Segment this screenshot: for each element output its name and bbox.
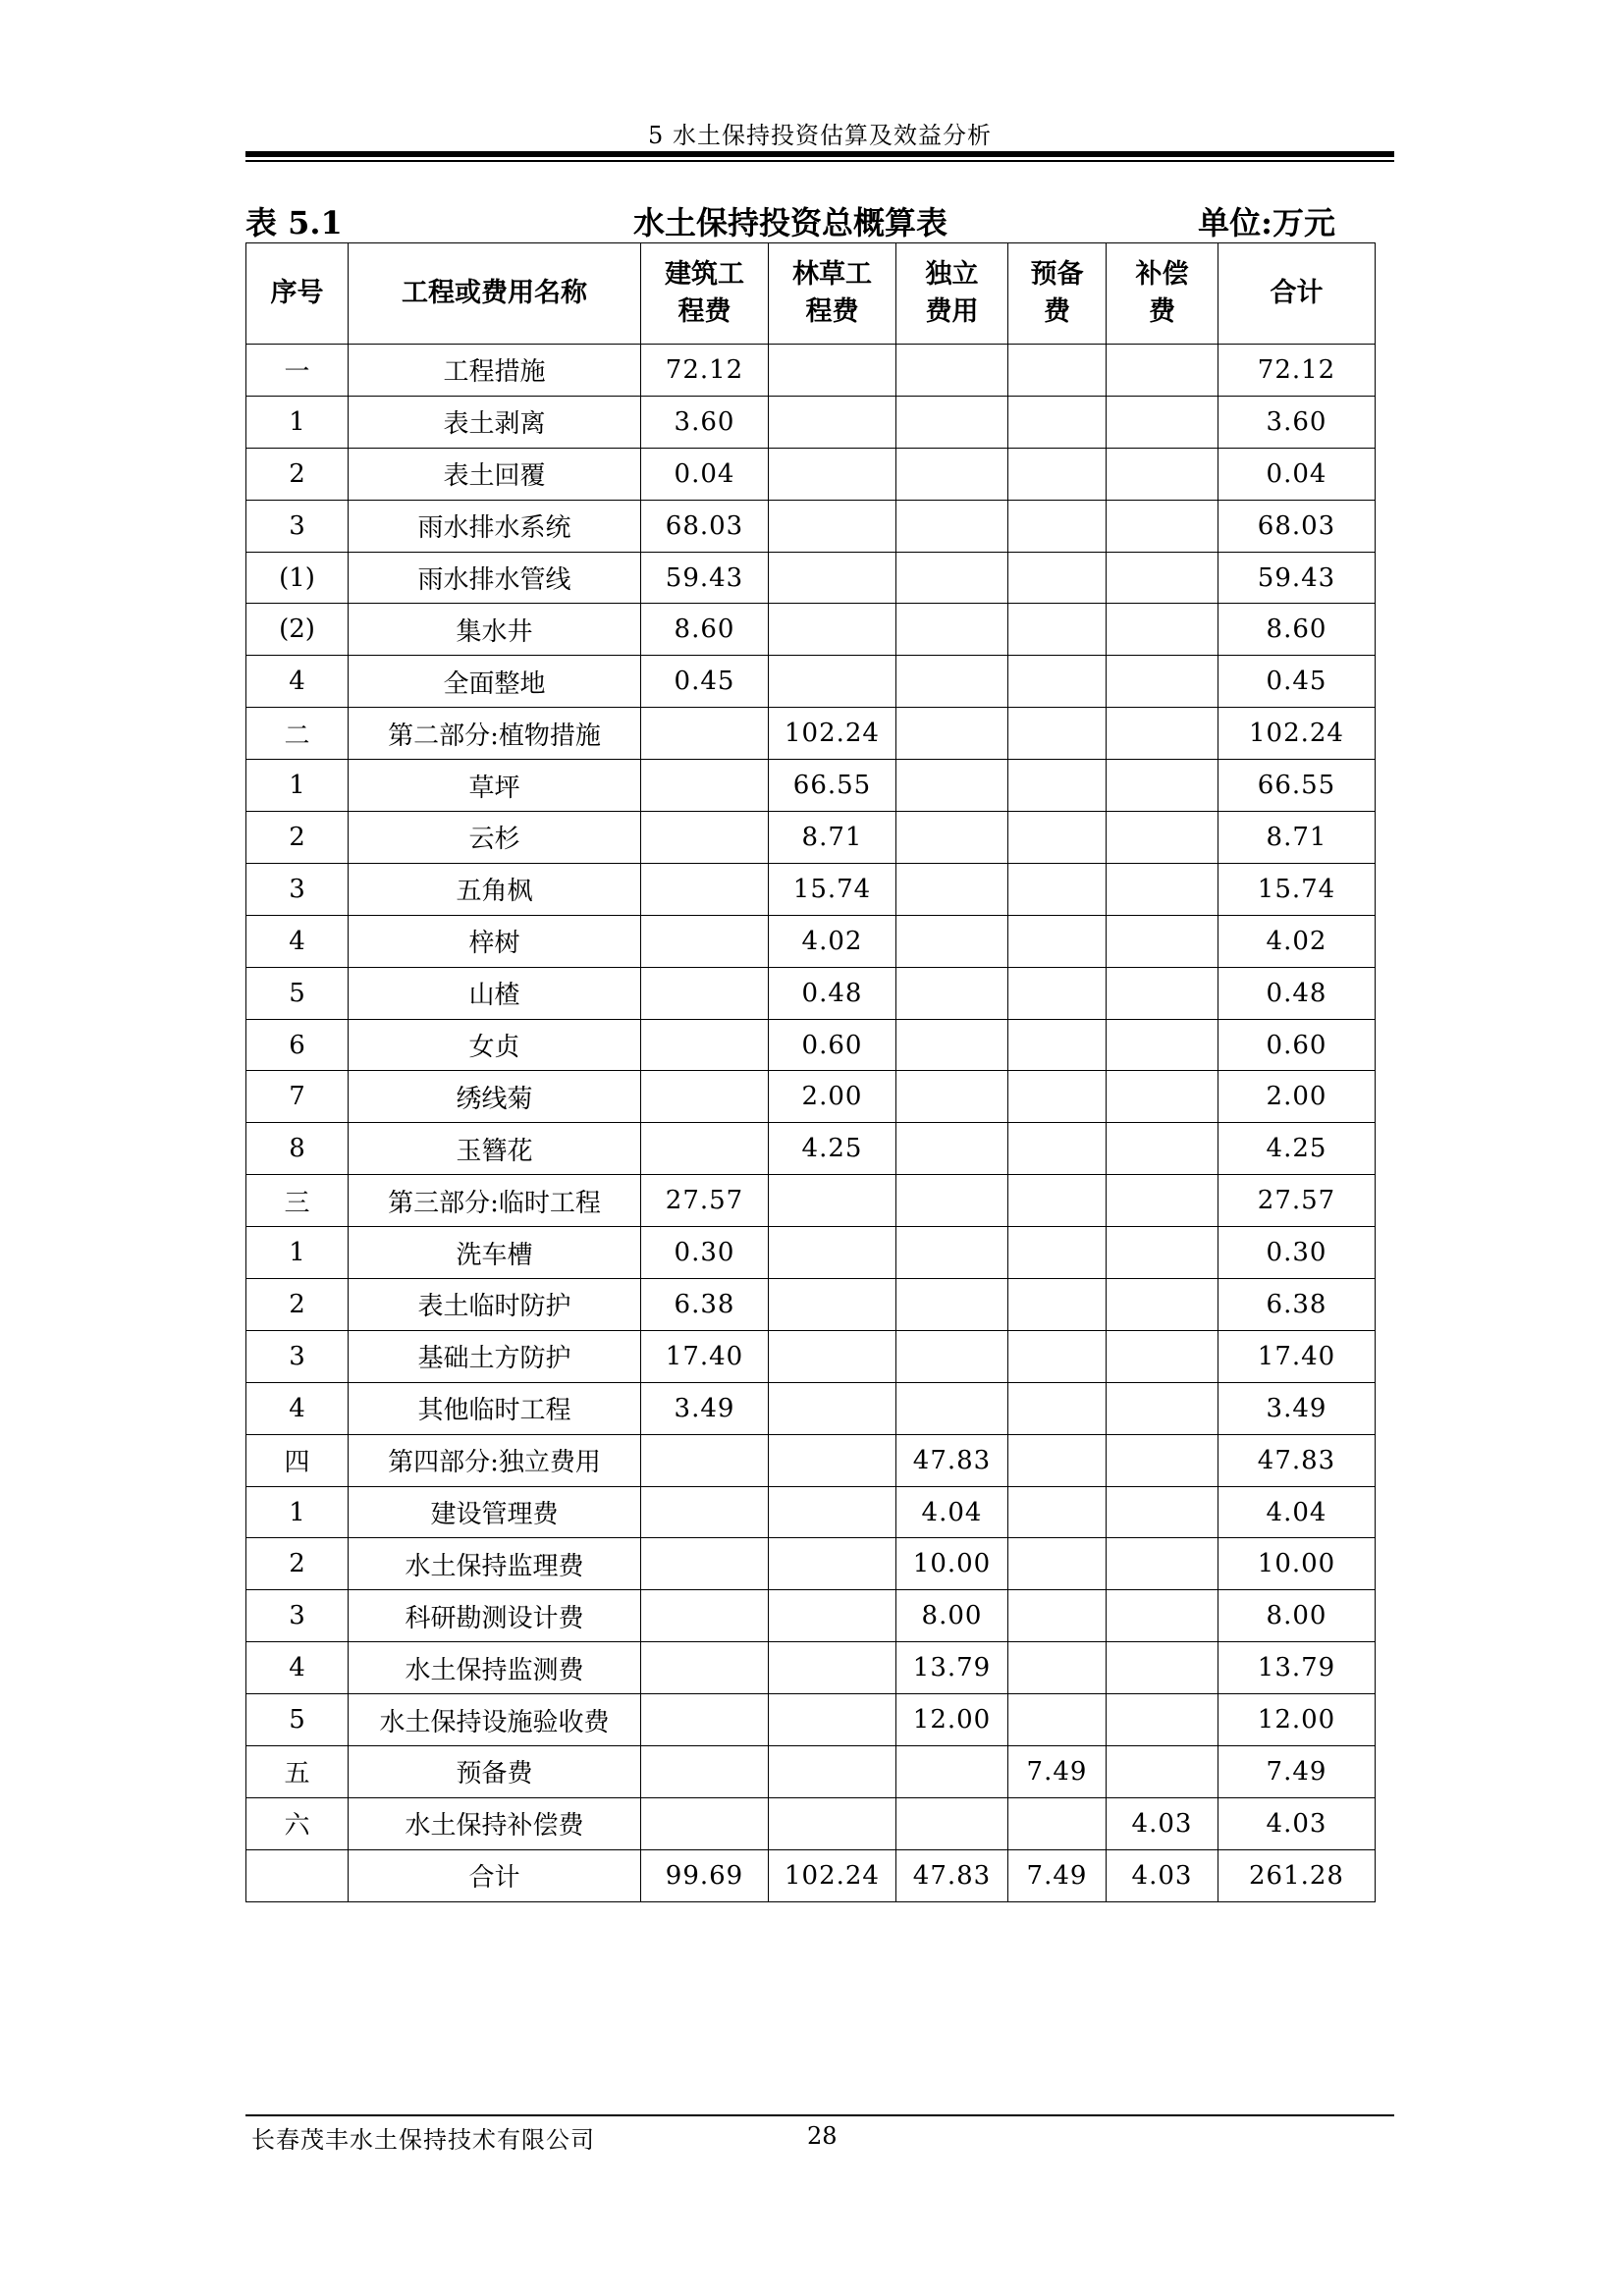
cell-vegetation bbox=[769, 1797, 896, 1849]
cell-construction: 99.69 bbox=[641, 1849, 769, 1901]
cell-name: 工程措施 bbox=[349, 345, 641, 397]
table-row bbox=[246, 396, 1376, 448]
cell-index: 4 bbox=[246, 656, 349, 708]
cell-compensation bbox=[1107, 604, 1218, 656]
table-row bbox=[246, 552, 1376, 604]
table-row bbox=[246, 1434, 1376, 1486]
cell-reserve bbox=[1008, 863, 1107, 915]
cell-reserve bbox=[1008, 552, 1107, 604]
cell-construction bbox=[641, 1071, 769, 1123]
col-header-total: 合计 bbox=[1218, 243, 1376, 345]
cell-vegetation bbox=[769, 1382, 896, 1434]
cell-index: 3 bbox=[246, 1330, 349, 1382]
cell-index: 4 bbox=[246, 1382, 349, 1434]
cell-vegetation: 4.02 bbox=[769, 915, 896, 967]
cell-name: 全面整地 bbox=[349, 656, 641, 708]
cell-independent bbox=[896, 396, 1008, 448]
cell-name: 水土保持监理费 bbox=[349, 1538, 641, 1590]
footer-rule bbox=[245, 2114, 1394, 2116]
col-header-independent: 独立 费用 bbox=[896, 243, 1008, 345]
cell-name: 洗车槽 bbox=[349, 1227, 641, 1279]
cell-index: (2) bbox=[246, 604, 349, 656]
cell-construction: 0.30 bbox=[641, 1227, 769, 1279]
cell-independent bbox=[896, 1071, 1008, 1123]
table-row bbox=[246, 1330, 1376, 1382]
cell-total: 68.03 bbox=[1218, 500, 1376, 552]
col-header-reserve: 预备 费 bbox=[1008, 243, 1107, 345]
cell-total: 4.04 bbox=[1218, 1486, 1376, 1538]
cell-compensation bbox=[1107, 1434, 1218, 1486]
cell-compensation bbox=[1107, 396, 1218, 448]
table-row bbox=[246, 1019, 1376, 1071]
cell-total: 0.30 bbox=[1218, 1227, 1376, 1279]
cell-independent: 47.83 bbox=[896, 1849, 1008, 1901]
cell-total: 3.49 bbox=[1218, 1382, 1376, 1434]
cell-total: 47.83 bbox=[1218, 1434, 1376, 1486]
table-row bbox=[246, 708, 1376, 760]
cell-vegetation bbox=[769, 1746, 896, 1798]
cell-name: 集水井 bbox=[349, 604, 641, 656]
cell-construction: 8.60 bbox=[641, 604, 769, 656]
table-row bbox=[246, 1071, 1376, 1123]
cell-construction bbox=[641, 1123, 769, 1175]
cell-index: 1 bbox=[246, 1227, 349, 1279]
cell-reserve bbox=[1008, 1642, 1107, 1694]
cell-construction bbox=[641, 1590, 769, 1642]
cell-compensation bbox=[1107, 1642, 1218, 1694]
table-title-row bbox=[245, 198, 1335, 241]
cell-index bbox=[246, 1849, 349, 1901]
cell-vegetation bbox=[769, 448, 896, 500]
col-header-construction: 建筑工 程费 bbox=[641, 243, 769, 345]
cell-index: 3 bbox=[246, 863, 349, 915]
cell-total: 6.38 bbox=[1218, 1279, 1376, 1331]
cell-construction bbox=[641, 708, 769, 760]
cell-index: 2 bbox=[246, 1538, 349, 1590]
cell-construction bbox=[641, 760, 769, 812]
table-row bbox=[246, 1123, 1376, 1175]
cell-reserve bbox=[1008, 1279, 1107, 1331]
cell-construction bbox=[641, 915, 769, 967]
cell-total: 59.43 bbox=[1218, 552, 1376, 604]
cell-compensation bbox=[1107, 967, 1218, 1019]
cell-construction: 27.57 bbox=[641, 1175, 769, 1227]
cell-construction bbox=[641, 1434, 769, 1486]
page-number: 28 bbox=[807, 2122, 838, 2150]
cell-index: 2 bbox=[246, 1279, 349, 1331]
cell-independent bbox=[896, 1382, 1008, 1434]
table-number: 表 5.1 bbox=[245, 204, 343, 241]
cell-index: 2 bbox=[246, 448, 349, 500]
table-unit: 单位:万元 bbox=[1198, 204, 1335, 241]
cell-name: 科研勘测设计费 bbox=[349, 1590, 641, 1642]
table-row bbox=[246, 915, 1376, 967]
cell-independent bbox=[896, 500, 1008, 552]
cell-independent bbox=[896, 1175, 1008, 1227]
cell-reserve bbox=[1008, 345, 1107, 397]
cell-compensation bbox=[1107, 1071, 1218, 1123]
cell-reserve bbox=[1008, 1382, 1107, 1434]
cell-vegetation bbox=[769, 1590, 896, 1642]
running-header: 5 水土保持投资估算及效益分析 bbox=[648, 122, 992, 149]
cell-vegetation bbox=[769, 345, 896, 397]
cell-name: 表土临时防护 bbox=[349, 1279, 641, 1331]
cell-compensation bbox=[1107, 1382, 1218, 1434]
cell-compensation bbox=[1107, 1538, 1218, 1590]
cell-compensation bbox=[1107, 760, 1218, 812]
col-header-compensation: 补偿 费 bbox=[1107, 243, 1218, 345]
cell-total: 0.45 bbox=[1218, 656, 1376, 708]
table-title: 水土保持投资总概算表 bbox=[632, 204, 947, 241]
cell-compensation bbox=[1107, 552, 1218, 604]
cell-total: 8.60 bbox=[1218, 604, 1376, 656]
cell-name: 第二部分:植物措施 bbox=[349, 708, 641, 760]
cell-compensation bbox=[1107, 345, 1218, 397]
cell-index: 6 bbox=[246, 1019, 349, 1071]
cell-total: 7.49 bbox=[1218, 1746, 1376, 1798]
cell-independent bbox=[896, 1279, 1008, 1331]
cell-name: 草坪 bbox=[349, 760, 641, 812]
cell-independent bbox=[896, 552, 1008, 604]
cell-vegetation: 0.48 bbox=[769, 967, 896, 1019]
col-header-name: 工程或费用名称 bbox=[349, 243, 641, 345]
cell-name: 雨水排水系统 bbox=[349, 500, 641, 552]
cell-index: 1 bbox=[246, 760, 349, 812]
cell-total: 27.57 bbox=[1218, 1175, 1376, 1227]
cell-construction: 17.40 bbox=[641, 1330, 769, 1382]
cell-reserve bbox=[1008, 1071, 1107, 1123]
cell-name: 基础土方防护 bbox=[349, 1330, 641, 1382]
cell-index: 3 bbox=[246, 500, 349, 552]
table-row bbox=[246, 1746, 1376, 1798]
cell-compensation bbox=[1107, 708, 1218, 760]
cell-total: 15.74 bbox=[1218, 863, 1376, 915]
cell-name: 其他临时工程 bbox=[349, 1382, 641, 1434]
cell-compensation bbox=[1107, 448, 1218, 500]
footer-company: 长春茂丰水土保持技术有限公司 bbox=[251, 2126, 595, 2154]
cell-independent bbox=[896, 1019, 1008, 1071]
cell-name: 表土回覆 bbox=[349, 448, 641, 500]
cell-total: 66.55 bbox=[1218, 760, 1376, 812]
cell-reserve bbox=[1008, 760, 1107, 812]
table-row bbox=[246, 812, 1376, 864]
cell-name: 云杉 bbox=[349, 812, 641, 864]
cell-vegetation: 0.60 bbox=[769, 1019, 896, 1071]
cell-index: 1 bbox=[246, 1486, 349, 1538]
cell-compensation bbox=[1107, 812, 1218, 864]
cell-construction bbox=[641, 1694, 769, 1746]
table-row bbox=[246, 656, 1376, 708]
cell-compensation: 4.03 bbox=[1107, 1849, 1218, 1901]
cell-name: 合计 bbox=[349, 1849, 641, 1901]
cell-vegetation: 102.24 bbox=[769, 708, 896, 760]
cell-vegetation: 66.55 bbox=[769, 760, 896, 812]
cell-vegetation bbox=[769, 656, 896, 708]
cell-compensation bbox=[1107, 1486, 1218, 1538]
cell-reserve bbox=[1008, 656, 1107, 708]
cell-compensation bbox=[1107, 1590, 1218, 1642]
cell-reserve bbox=[1008, 1797, 1107, 1849]
cell-compensation bbox=[1107, 500, 1218, 552]
cell-independent bbox=[896, 448, 1008, 500]
cell-total: 0.60 bbox=[1218, 1019, 1376, 1071]
cell-index: 4 bbox=[246, 1642, 349, 1694]
cell-independent bbox=[896, 863, 1008, 915]
cell-total: 4.02 bbox=[1218, 915, 1376, 967]
table-row bbox=[246, 500, 1376, 552]
cell-independent: 47.83 bbox=[896, 1434, 1008, 1486]
header-rule-thin bbox=[245, 160, 1394, 162]
cell-construction bbox=[641, 1642, 769, 1694]
table-row bbox=[246, 760, 1376, 812]
cell-construction: 72.12 bbox=[641, 345, 769, 397]
cell-vegetation bbox=[769, 1175, 896, 1227]
cell-reserve bbox=[1008, 812, 1107, 864]
cell-name: 建设管理费 bbox=[349, 1486, 641, 1538]
cell-vegetation bbox=[769, 396, 896, 448]
cell-compensation: 4.03 bbox=[1107, 1797, 1218, 1849]
cell-reserve bbox=[1008, 1227, 1107, 1279]
cell-construction: 0.45 bbox=[641, 656, 769, 708]
cell-construction: 6.38 bbox=[641, 1279, 769, 1331]
cell-name: 梓树 bbox=[349, 915, 641, 967]
table-row bbox=[246, 863, 1376, 915]
cell-reserve bbox=[1008, 1123, 1107, 1175]
cell-vegetation bbox=[769, 1486, 896, 1538]
cell-vegetation bbox=[769, 1538, 896, 1590]
cell-index: (1) bbox=[246, 552, 349, 604]
cell-construction bbox=[641, 812, 769, 864]
table-row bbox=[246, 1175, 1376, 1227]
cell-construction: 3.49 bbox=[641, 1382, 769, 1434]
cell-name: 第四部分:独立费用 bbox=[349, 1434, 641, 1486]
table-row bbox=[246, 1694, 1376, 1746]
cell-reserve bbox=[1008, 1175, 1107, 1227]
col-header-index: 序号 bbox=[246, 243, 349, 345]
cell-compensation bbox=[1107, 1123, 1218, 1175]
cell-construction bbox=[641, 1538, 769, 1590]
table-row bbox=[246, 1590, 1376, 1642]
cell-vegetation bbox=[769, 1330, 896, 1382]
cell-total: 3.60 bbox=[1218, 396, 1376, 448]
cell-total: 261.28 bbox=[1218, 1849, 1376, 1901]
cell-name: 水土保持设施验收费 bbox=[349, 1694, 641, 1746]
cell-vegetation: 2.00 bbox=[769, 1071, 896, 1123]
cell-compensation bbox=[1107, 863, 1218, 915]
cell-construction bbox=[641, 1746, 769, 1798]
cell-independent bbox=[896, 1227, 1008, 1279]
cell-vegetation bbox=[769, 1279, 896, 1331]
cell-compensation bbox=[1107, 915, 1218, 967]
cell-index: 三 bbox=[246, 1175, 349, 1227]
cell-compensation bbox=[1107, 1279, 1218, 1331]
cell-construction: 0.04 bbox=[641, 448, 769, 500]
cell-reserve bbox=[1008, 500, 1107, 552]
cell-compensation bbox=[1107, 1330, 1218, 1382]
col-header-vegetation: 林草工 程费 bbox=[769, 243, 896, 345]
cell-reserve bbox=[1008, 1019, 1107, 1071]
cell-reserve bbox=[1008, 1538, 1107, 1590]
table-row bbox=[246, 1849, 1376, 1901]
cell-vegetation: 15.74 bbox=[769, 863, 896, 915]
cell-vegetation bbox=[769, 1434, 896, 1486]
cell-construction: 3.60 bbox=[641, 396, 769, 448]
cell-name: 女贞 bbox=[349, 1019, 641, 1071]
cell-independent: 4.04 bbox=[896, 1486, 1008, 1538]
cell-total: 12.00 bbox=[1218, 1694, 1376, 1746]
cell-vegetation bbox=[769, 1642, 896, 1694]
investment-table bbox=[245, 242, 1376, 1902]
cell-index: 六 bbox=[246, 1797, 349, 1849]
table-row bbox=[246, 1797, 1376, 1849]
cell-independent: 10.00 bbox=[896, 1538, 1008, 1590]
cell-index: 四 bbox=[246, 1434, 349, 1486]
table-row bbox=[246, 604, 1376, 656]
table-row bbox=[246, 1538, 1376, 1590]
cell-construction bbox=[641, 1019, 769, 1071]
cell-total: 102.24 bbox=[1218, 708, 1376, 760]
cell-total: 8.00 bbox=[1218, 1590, 1376, 1642]
cell-name: 绣线菊 bbox=[349, 1071, 641, 1123]
cell-name: 水土保持补偿费 bbox=[349, 1797, 641, 1849]
cell-reserve bbox=[1008, 1486, 1107, 1538]
table-row bbox=[246, 1642, 1376, 1694]
cell-independent bbox=[896, 812, 1008, 864]
cell-index: 5 bbox=[246, 967, 349, 1019]
cell-index: 5 bbox=[246, 1694, 349, 1746]
cell-index: 4 bbox=[246, 915, 349, 967]
cell-total: 72.12 bbox=[1218, 345, 1376, 397]
cell-vegetation bbox=[769, 1694, 896, 1746]
cell-vegetation bbox=[769, 1227, 896, 1279]
cell-compensation bbox=[1107, 656, 1218, 708]
cell-independent bbox=[896, 915, 1008, 967]
cell-reserve bbox=[1008, 1330, 1107, 1382]
cell-compensation bbox=[1107, 1175, 1218, 1227]
cell-reserve bbox=[1008, 604, 1107, 656]
table-row bbox=[246, 345, 1376, 397]
cell-vegetation: 8.71 bbox=[769, 812, 896, 864]
cell-compensation bbox=[1107, 1019, 1218, 1071]
cell-independent bbox=[896, 1746, 1008, 1798]
cell-name: 玉簪花 bbox=[349, 1123, 641, 1175]
table-row bbox=[246, 1227, 1376, 1279]
table-row bbox=[246, 967, 1376, 1019]
cell-total: 10.00 bbox=[1218, 1538, 1376, 1590]
cell-reserve bbox=[1008, 915, 1107, 967]
cell-total: 4.03 bbox=[1218, 1797, 1376, 1849]
cell-vegetation bbox=[769, 604, 896, 656]
cell-name: 表土剥离 bbox=[349, 396, 641, 448]
cell-independent bbox=[896, 345, 1008, 397]
cell-name: 第三部分:临时工程 bbox=[349, 1175, 641, 1227]
cell-total: 0.04 bbox=[1218, 448, 1376, 500]
table-row bbox=[246, 1382, 1376, 1434]
cell-reserve bbox=[1008, 967, 1107, 1019]
cell-independent bbox=[896, 1797, 1008, 1849]
cell-independent bbox=[896, 656, 1008, 708]
cell-construction bbox=[641, 1797, 769, 1849]
cell-total: 0.48 bbox=[1218, 967, 1376, 1019]
cell-reserve: 7.49 bbox=[1008, 1746, 1107, 1798]
cell-independent bbox=[896, 604, 1008, 656]
cell-name: 水土保持监测费 bbox=[349, 1642, 641, 1694]
cell-independent bbox=[896, 1330, 1008, 1382]
cell-independent bbox=[896, 708, 1008, 760]
header-rule-thick bbox=[245, 151, 1394, 157]
cell-independent: 8.00 bbox=[896, 1590, 1008, 1642]
cell-name: 雨水排水管线 bbox=[349, 552, 641, 604]
cell-index: 一 bbox=[246, 345, 349, 397]
cell-vegetation: 102.24 bbox=[769, 1849, 896, 1901]
cell-total: 4.25 bbox=[1218, 1123, 1376, 1175]
cell-reserve bbox=[1008, 1694, 1107, 1746]
cell-independent: 12.00 bbox=[896, 1694, 1008, 1746]
cell-total: 13.79 bbox=[1218, 1642, 1376, 1694]
cell-index: 7 bbox=[246, 1071, 349, 1123]
cell-reserve bbox=[1008, 448, 1107, 500]
cell-index: 2 bbox=[246, 812, 349, 864]
cell-reserve bbox=[1008, 396, 1107, 448]
table-row bbox=[246, 448, 1376, 500]
table-row bbox=[246, 1486, 1376, 1538]
cell-reserve bbox=[1008, 708, 1107, 760]
cell-construction: 68.03 bbox=[641, 500, 769, 552]
cell-total: 17.40 bbox=[1218, 1330, 1376, 1382]
cell-name: 预备费 bbox=[349, 1746, 641, 1798]
cell-vegetation: 4.25 bbox=[769, 1123, 896, 1175]
cell-reserve bbox=[1008, 1434, 1107, 1486]
cell-compensation bbox=[1107, 1227, 1218, 1279]
cell-name: 五角枫 bbox=[349, 863, 641, 915]
cell-construction: 59.43 bbox=[641, 552, 769, 604]
cell-independent bbox=[896, 967, 1008, 1019]
cell-index: 二 bbox=[246, 708, 349, 760]
cell-vegetation bbox=[769, 552, 896, 604]
cell-index: 3 bbox=[246, 1590, 349, 1642]
table-header-row bbox=[246, 243, 1376, 345]
cell-index: 8 bbox=[246, 1123, 349, 1175]
cell-index: 1 bbox=[246, 396, 349, 448]
cell-reserve bbox=[1008, 1590, 1107, 1642]
cell-independent: 13.79 bbox=[896, 1642, 1008, 1694]
cell-total: 8.71 bbox=[1218, 812, 1376, 864]
cell-reserve: 7.49 bbox=[1008, 1849, 1107, 1901]
cell-construction bbox=[641, 967, 769, 1019]
cell-independent bbox=[896, 760, 1008, 812]
table-row bbox=[246, 1279, 1376, 1331]
cell-construction bbox=[641, 1486, 769, 1538]
cell-vegetation bbox=[769, 500, 896, 552]
cell-independent bbox=[896, 1123, 1008, 1175]
cell-compensation bbox=[1107, 1694, 1218, 1746]
cell-compensation bbox=[1107, 1746, 1218, 1798]
cell-total: 2.00 bbox=[1218, 1071, 1376, 1123]
cell-name: 山楂 bbox=[349, 967, 641, 1019]
cell-construction bbox=[641, 863, 769, 915]
cell-index: 五 bbox=[246, 1746, 349, 1798]
